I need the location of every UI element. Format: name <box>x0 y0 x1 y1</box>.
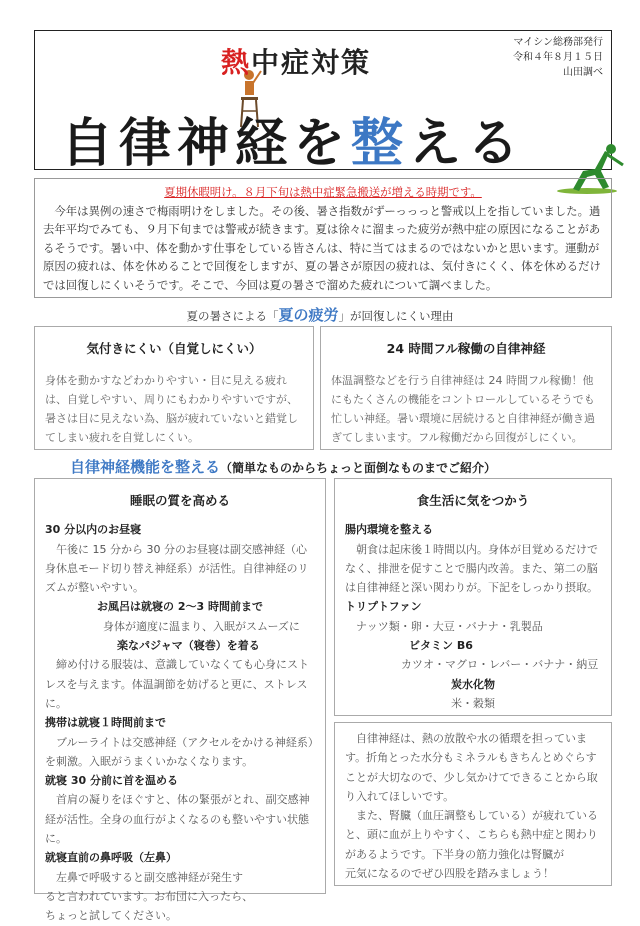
subtitle-rest: 中症対策 <box>251 46 372 79</box>
sleep-tip-5-body: 首肩の凝りをほぐすと、体の緊張がとれ、副交感神経が活性。全身の血行がよくなるのも整いやすい状態に。 <box>45 793 310 846</box>
intro-body: 今年は異例の速さで梅雨明けをしました。その後、暑さ指数がずーっっっと警戒以上を指していました。過去年平均でみても、９月下旬までは警戒が続きます。夏は徐々に溜まった疲労が熱中症の原因になることがあるそうです。暑い中、体を動かす仕事をしている皆さんは、特に当てはまるのではないかと思います。運動が原因の疲れは、体を休めることで回復をしますが、夏の暑さが原因の疲れは、気付きにくく、体を休めるだけでは回復しにくいそうです。そこで、今回は夏の暑さで溜めた疲れについて調べました。 <box>43 203 601 292</box>
title-part-a: 自律神経を <box>61 114 352 174</box>
section-heading <box>70 456 496 477</box>
sleep-tip-6-heading: 就寝直前の鼻呼吸（左鼻） <box>45 851 177 865</box>
hydration-body-1: 自律神経は、熱の放散や水の循環を担っています。折角とった水分もミネラルもきちんとめぐらすことが大切なので、少し気かけてできることから取り入れてほしいです。 <box>345 732 598 803</box>
reason-1-title: 気付きにくい（自覚しにくい） <box>86 341 262 356</box>
intro-box <box>34 178 612 298</box>
diet-tip-3-body: カツオ・マグロ・レバー・バナナ・納豆 <box>401 658 599 672</box>
title-part-b: える <box>409 114 526 174</box>
subtitle <box>221 41 371 81</box>
sleep-title: 睡眠の質を高める <box>129 493 230 508</box>
diet-tip-2-body: ナッツ類・卵・大豆・バナナ・乳製品 <box>356 619 543 633</box>
page-title <box>61 101 525 176</box>
diet-tip-1-body: 朝食は起床後１時間以内。身体が目覚めるだけでなく、排泄を促すことで腸内改善。また、第二の脳は自律神経と深い関わりが。下記をしっかり摂取。 <box>345 542 598 595</box>
reason-1-body: 身体を動かすなどわかりやすい・目に見える疲れは、自覚しやすい、周りにもわかりやすいですが、暑さは目に見えない為、脳が疲れていないと錯覚してしまい疲れを自覚しにくい。 <box>45 374 298 444</box>
issue-date: 令和４年８月１５日 <box>513 52 603 63</box>
sleep-tip-3-body: 締め付ける服装は、意識していなくても心身にストレスを与えます。体温調節を妨げると更に、ストレスに。 <box>45 658 309 710</box>
sleep-tip-5-heading: 就寝 30 分前に首を温める <box>45 774 178 788</box>
sleep-tip-6-body-line3: ちょっと試してください。 <box>45 909 177 923</box>
diet-tip-4-body: 米・穀類 <box>451 696 495 710</box>
sleep-tip-1-body: 午後に 15 分から 30 分のお昼寝は副交感神経（心身休息モード切り替え神経系）が活性。自律神経のリズムが整いやすい。 <box>45 542 309 595</box>
sleep-box <box>34 478 326 923</box>
reasons-heading-post: 」が回復しにくい理由 <box>338 309 454 323</box>
diet-tip-1-heading: 腸内環境を整える <box>345 523 433 537</box>
reasons-heading-pre: 夏の暑さによる「 <box>186 309 279 323</box>
sleep-tip-2-body: 身体が適度に温まり、入眠がスムーズに <box>103 619 300 633</box>
sleep-tip-1-heading: 30 分以内のお昼寝 <box>45 523 142 537</box>
diet-tip-3-heading: ビタミン B6 <box>409 639 473 653</box>
diet-box <box>334 478 612 716</box>
reasons-heading-highlight: 夏の疲労 <box>278 306 339 324</box>
header-box <box>34 30 612 174</box>
intro-notice: 夏期休暇明け。８月下旬は熱中症緊急搬送が増える時期です。 <box>164 185 482 199</box>
title-emphasis: 整 <box>351 114 410 174</box>
hydration-body-2: また、腎臓（血圧調整もしている）が疲れていると、頭に血が上りやすく、こちらも熱中症と関わり <box>345 809 598 842</box>
diet-tip-4-heading: 炭水化物 <box>451 677 495 691</box>
sleep-tip-4-heading: 携帯は就寝１時間前まで <box>45 716 166 730</box>
reasons-heading <box>0 304 640 325</box>
sleep-tip-6-body-line1: 左鼻で呼吸すると副交感神経が発生す <box>56 870 243 884</box>
section-subtitle: （簡単なものからちょっと面倒なものまでご紹介） <box>220 461 497 475</box>
diet-title: 食生活に気をつかう <box>416 493 530 508</box>
reason-box-1 <box>34 326 314 450</box>
hydration-body-3: があるようです。下半身の筋力強化は腎臓が <box>345 847 565 861</box>
hydration-box <box>334 722 612 886</box>
reason-2-body: 体温調整などを行う自律神経は 24 時間フル稼働！他にもたくさんの機能をコントロールしているそうでも忙しい神経。暑い環境に居続けると自律神経が働き過ぎてしまいます。フル稼働だから回復がしにくい。 <box>331 374 595 444</box>
subtitle-hot-char: 熱 <box>221 46 252 79</box>
section-title: 自律神経機能を整える <box>70 458 221 476</box>
hydration-body-4: 元気になるのでぜひ四股を踏みましょう！ <box>345 867 554 881</box>
publisher: マイシン総務部発行 <box>513 37 603 48</box>
reason-box-2 <box>320 326 612 450</box>
diet-tip-2-heading: トリプトファン <box>345 600 422 614</box>
publication-info <box>513 35 603 80</box>
sleep-tip-3-heading: 楽なパジャマ（寝巻）を着る <box>117 639 260 653</box>
sleep-tip-4-body: ブルーライトは交感神経（アクセルをかける神経系）を刺激。入眠がうまくいかなくなります。 <box>45 735 314 768</box>
reason-2-title: 24 時間フル稼働の自律神経 <box>386 341 546 356</box>
sleep-tip-2-heading: お風呂は就寝の 2～3 時間前まで <box>97 600 263 614</box>
author: 山田調べ <box>563 67 603 78</box>
sleep-tip-6-body-line2: ると言われています。お布団に入ったら、 <box>45 889 254 903</box>
